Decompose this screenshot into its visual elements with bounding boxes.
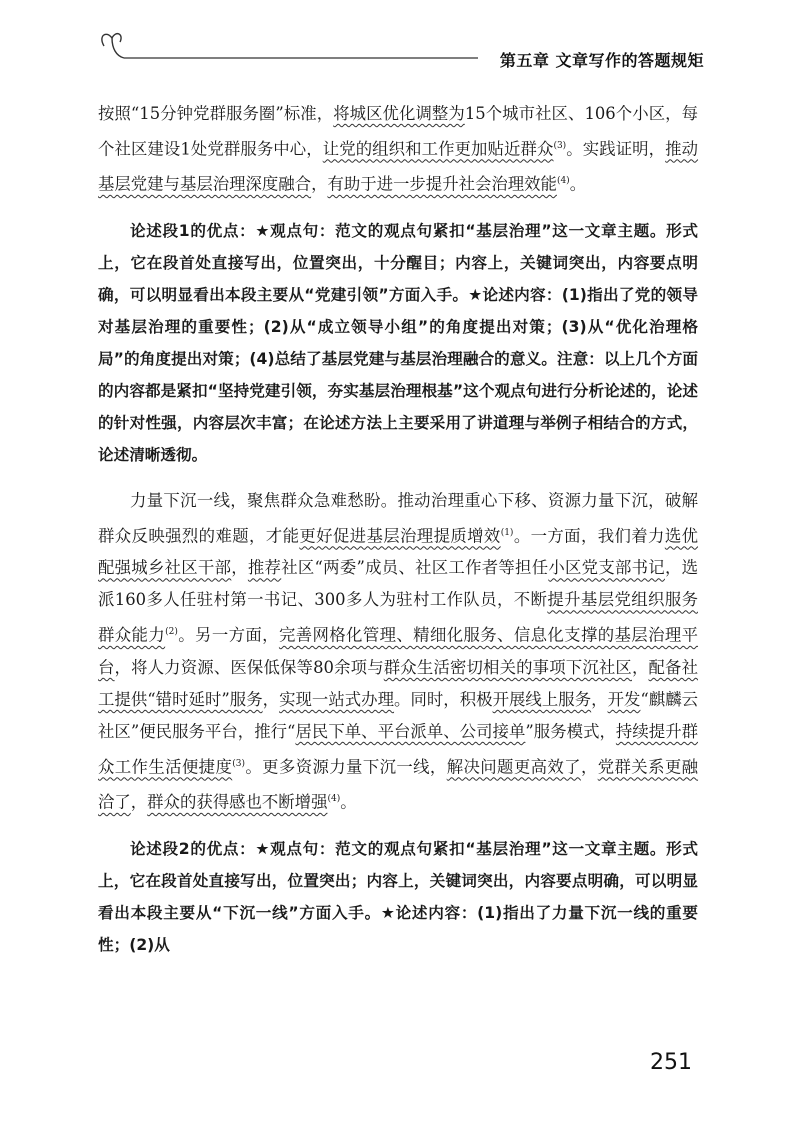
body-paragraph <box>98 485 698 819</box>
text-segment: 社区“两委”成员、社区工作者等担任 <box>281 558 549 578</box>
underlined-phrase: 党群关系更融洽了 <box>98 757 699 812</box>
text-segment: 论述段1的优点：★观点句：范文的观点句紧扣“基层治理”这一文章主题。形式上，它在段首处直接写出，位置突出，十分醒目；内容上，关键词突出，内容要点明确，可以明显看出本段主要从“党建引领”方面入手。★论述内容：(1)指出了党的领导对基层治理的重要性；(2)从“成立领导小组”的角度提出对策；(3)从“优化治理格局”的角度提出对策；(4)总结了基层党建与基层治理融合的意义。注意：以上几个方面的内容都是紧扣“坚持党建引领，夯实基层治理根基”这个观点句进行分析论述的，论述的针对性强，内容层次丰富；在论述方法上主要采用了讲道理与举例子相结合的方式，论述清晰透彻。 <box>98 221 698 464</box>
underlined-phrase: 提升基层党组织服务群众能力 <box>98 590 698 645</box>
text-segment: 。 <box>569 174 587 194</box>
underlined-phrase: 有助于进一步提升社会治理效能 <box>327 174 557 194</box>
text-segment: “麒麟云社区”便民服务平台，推行“ <box>98 689 699 741</box>
underlined-phrase: 群众生活密切相关的事项下沉社区 <box>383 657 632 677</box>
underlined-phrase: 实现一站式办理 <box>279 689 395 709</box>
text-segment: 按照“15分钟党群服务圈”标准， <box>98 104 334 123</box>
underlined-phrase: 完善网格化管理、精细化服务、信息化支撑的基层治理平台 <box>98 625 699 677</box>
text-segment: ， <box>580 757 598 777</box>
text-segment: ， <box>231 558 248 578</box>
underlined-phrase: 配备社工提供“错时延时”服务 <box>98 657 698 709</box>
chapter-title: 第五章 文章写作的答题规矩 <box>499 51 704 70</box>
text-segment: ，选派160多人任驻村第一书记、300多人为驻村工作队员，不断 <box>98 558 698 610</box>
footnote-marker: (4) <box>556 176 570 187</box>
text-segment: ”服务模式， <box>525 721 616 741</box>
text-segment: ， <box>130 792 148 812</box>
text-segment: 。实践证明， <box>566 139 666 159</box>
footnote-marker: (3) <box>553 141 567 151</box>
footnote-marker: (2) <box>165 627 178 638</box>
text-segment: 15个城市社区、106个小区，每个社区建设1处党群服务中心， <box>98 104 698 159</box>
underlined-phrase: 开展线上服务 <box>492 689 592 709</box>
underlined-phrase: 群众的获得感也不断增强 <box>147 792 328 812</box>
footnote-marker: (3) <box>232 758 245 769</box>
text-segment: 。更多资源力量下沉一线， <box>244 757 447 777</box>
underlined-phrase: 推荐 <box>247 558 282 578</box>
text-segment: 。一方面，我们着力 <box>513 526 665 546</box>
text-segment: ， <box>262 689 280 709</box>
underlined-phrase: 解决问题更高效了 <box>446 757 581 777</box>
text-segment: 。 <box>340 792 357 812</box>
underlined-phrase: 开发 <box>607 689 641 709</box>
footnote-marker: (4) <box>327 794 341 805</box>
text-segment: ， <box>311 174 328 194</box>
text-segment: 论述段2的优点：★观点句：范文的观点句紧扣“基层治理”这一文章主题。形式上，它在段首处直接写出，位置突出；内容上，关键词突出，内容要点明确，可以明显看出本段主要从“下沉一线”方面入手。★论述内容：(1)指出了力量下沉一线的重要性；(2)从 <box>98 839 698 954</box>
text-segment: 力量下沉一线，聚焦群众急难愁盼。推动治理重心下移、资源力量下沉，破解群众反映强烈的难题，才能 <box>98 490 698 546</box>
underlined-phrase: 持续提升群众工作生活便捷度 <box>98 721 699 777</box>
leaf-sprout-icon <box>0 0 800 90</box>
commentary-paragraph <box>98 215 698 471</box>
page-header <box>0 0 800 90</box>
text-segment: ，将人力资源、医保低保等80余项与 <box>114 657 384 677</box>
footnote-marker: (1) <box>500 527 514 538</box>
underlined-phrase: 居民下单、平台派单、公司接单 <box>295 721 526 741</box>
underlined-phrase: 更好促进基层治理提质增效 <box>299 526 501 546</box>
page-number: 251 <box>650 1050 692 1075</box>
page-body <box>98 98 698 975</box>
body-paragraph <box>98 98 698 201</box>
underlined-phrase: 小区党支部书记 <box>548 558 665 578</box>
underlined-phrase: 让党的组织和工作更加贴近群众 <box>322 139 554 159</box>
commentary-paragraph <box>98 833 698 961</box>
underlined-phrase: 选优配强城乡社区干部 <box>98 526 699 578</box>
text-segment: 。另一方面， <box>177 625 279 645</box>
underlined-phrase: 推动基层党建与基层治理深度融合 <box>98 139 699 194</box>
text-segment: ， <box>631 657 649 677</box>
underlined-phrase: 将城区优化调整为 <box>333 104 465 123</box>
text-segment: ， <box>591 689 608 709</box>
text-segment: 。同时，积极 <box>394 689 493 709</box>
